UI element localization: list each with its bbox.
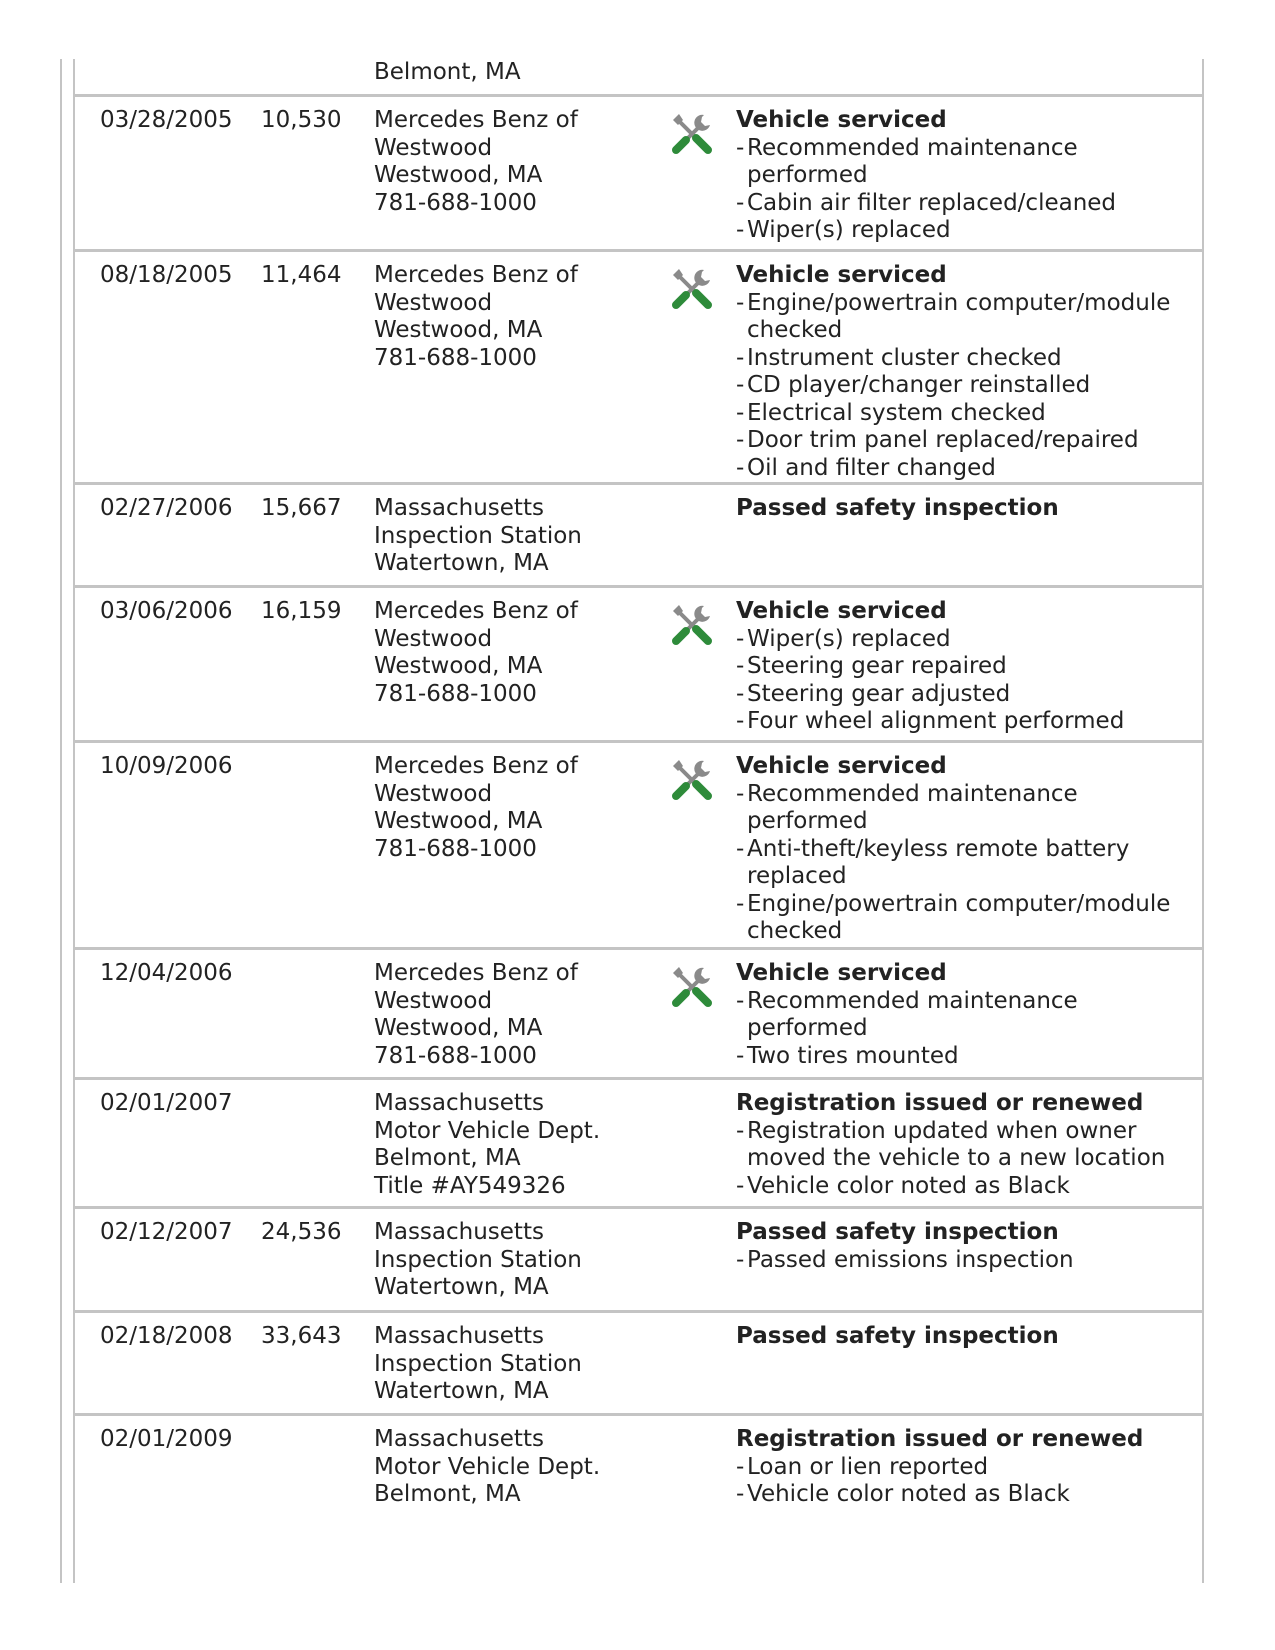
- source-line: Watertown, MA: [374, 1378, 549, 1404]
- source-line: 781-688-1000: [374, 835, 537, 862]
- history-record-row: [75, 743, 1202, 950]
- record-date: 02/01/2007: [100, 1090, 233, 1116]
- detail-item-line: moved the vehicle to a new location: [747, 1145, 1166, 1171]
- source-line: Mercedes Benz of: [374, 753, 578, 779]
- source-line: Westwood, MA: [374, 317, 543, 343]
- detail-item-line: - Vehicle color noted as Black: [747, 1481, 1070, 1507]
- detail-item-line: - Electrical system checked: [747, 399, 1046, 426]
- detail-item-line: - Instrument cluster checked: [747, 344, 1062, 371]
- detail-item-line: - Oil and filter changed: [747, 454, 996, 481]
- record-date: 02/12/2007: [100, 1219, 233, 1245]
- detail-item-line: performed: [747, 1015, 868, 1041]
- detail-item-line: - Loan or lien reported: [747, 1453, 989, 1480]
- detail-item-line: - CD player/changer reinstalled: [747, 372, 1091, 398]
- table-border-right: [1202, 59, 1204, 1583]
- record-detail-item: [736, 290, 1170, 345]
- detail-item-line: checked: [747, 317, 843, 343]
- record-event-title: Passed safety inspection: [736, 1323, 1059, 1349]
- record-detail-item: [736, 781, 1170, 836]
- source-line: Watertown, MA: [374, 1274, 549, 1300]
- record-detail-item: [736, 400, 1170, 428]
- source-line: Belmont, MA: [374, 1145, 521, 1171]
- record-detail-item: [736, 626, 1124, 654]
- source-line: Westwood, MA: [374, 1015, 543, 1041]
- record-details: [736, 1426, 1143, 1509]
- record-event-title: Passed safety inspection: [736, 1219, 1059, 1245]
- source-line: Massachusetts: [374, 1090, 544, 1116]
- detail-item-line: - Wiper(s) replaced: [747, 217, 951, 243]
- source-line: Inspection Station: [374, 522, 582, 549]
- record-details: [736, 960, 1078, 1070]
- detail-item-line: - Recommended maintenance: [747, 987, 1078, 1014]
- source-line: Mercedes Benz of: [374, 598, 578, 624]
- detail-item-line: - Steering gear repaired: [747, 653, 1007, 679]
- detail-item-line: - Wiper(s) replaced: [747, 625, 951, 652]
- record-details: [736, 107, 1116, 245]
- wrench-screwdriver-icon: [670, 758, 714, 800]
- source-line: 781-688-1000: [374, 680, 537, 707]
- source-line: Belmont, MA: [374, 59, 521, 85]
- record-event-title: Registration issued or renewed: [736, 1090, 1144, 1116]
- history-record-row: [75, 59, 1202, 97]
- record-date: 03/28/2005: [100, 107, 233, 133]
- record-source: [374, 262, 578, 372]
- record-detail-item: [736, 653, 1124, 681]
- detail-item-line: performed: [747, 162, 868, 188]
- record-detail-item: [736, 427, 1170, 455]
- page-border-left: [60, 59, 62, 1583]
- source-line: 781-688-1000: [374, 189, 537, 216]
- detail-item-line: checked: [747, 918, 843, 944]
- history-record-row: [75, 1080, 1202, 1209]
- record-event-title: Vehicle serviced: [736, 598, 947, 624]
- record-date: 02/01/2009: [100, 1426, 233, 1452]
- history-record-row: [75, 485, 1202, 588]
- history-record-row: [75, 97, 1202, 252]
- source-line: Westwood: [374, 289, 493, 316]
- source-line: Massachusetts: [374, 1323, 544, 1349]
- detail-item-line: - Two tires mounted: [747, 1042, 959, 1069]
- record-detail-item: [736, 1454, 1143, 1482]
- history-record-row: [75, 1313, 1202, 1416]
- detail-item-line: - Cabin air filter replaced/cleaned: [747, 189, 1117, 216]
- detail-item-line: performed: [747, 808, 868, 834]
- record-odometer: 16,159: [261, 598, 342, 624]
- record-date: 08/18/2005: [100, 262, 233, 288]
- detail-item-line: replaced: [747, 863, 847, 889]
- record-date: 02/27/2006: [100, 495, 233, 521]
- record-date: 03/06/2006: [100, 598, 233, 624]
- detail-item-line: - Vehicle color noted as Black: [747, 1172, 1070, 1199]
- record-details: [736, 1219, 1074, 1274]
- record-detail-item: [736, 1481, 1143, 1509]
- source-line: Motor Vehicle Dept.: [374, 1453, 601, 1480]
- source-line: 781-688-1000: [374, 344, 537, 371]
- source-line: Westwood, MA: [374, 808, 543, 834]
- record-details: [736, 598, 1124, 736]
- detail-item-line: - Anti-theft/keyless remote battery: [747, 835, 1130, 862]
- history-table: [75, 59, 1202, 1516]
- record-detail-item: [736, 217, 1116, 245]
- record-details: [736, 495, 1059, 523]
- record-detail-item: [736, 891, 1170, 946]
- record-detail-item: [736, 372, 1170, 400]
- detail-item-line: - Engine/powertrain computer/module: [747, 289, 1171, 316]
- record-details: [736, 1323, 1059, 1351]
- source-line: Westwood: [374, 780, 493, 807]
- record-detail-item: [736, 988, 1078, 1043]
- source-line: Mercedes Benz of: [374, 960, 578, 986]
- history-record-row: [75, 1209, 1202, 1313]
- detail-item-line: - Steering gear adjusted: [747, 680, 1011, 707]
- record-source: [374, 1219, 582, 1302]
- record-odometer: 15,667: [261, 495, 342, 521]
- history-record-row: [75, 950, 1202, 1080]
- source-line: Title #AY549326: [374, 1172, 566, 1199]
- source-line: Inspection Station: [374, 1246, 582, 1273]
- record-detail-item: [736, 345, 1170, 373]
- record-date: 02/18/2008: [100, 1323, 233, 1349]
- source-line: Massachusetts: [374, 495, 544, 521]
- source-line: Inspection Station: [374, 1350, 582, 1377]
- record-event-title: Registration issued or renewed: [736, 1426, 1144, 1452]
- history-record-row: [75, 588, 1202, 743]
- record-date: 10/09/2006: [100, 753, 233, 779]
- detail-item-line: - Recommended maintenance: [747, 780, 1078, 807]
- record-source: [374, 107, 578, 217]
- source-line: Motor Vehicle Dept.: [374, 1117, 601, 1144]
- source-line: Westwood: [374, 625, 493, 652]
- record-source: [374, 1426, 600, 1509]
- detail-item-line: - Four wheel alignment performed: [747, 708, 1125, 734]
- record-event-title: Vehicle serviced: [736, 960, 947, 986]
- detail-item-line: - Registration updated when owner: [747, 1117, 1137, 1144]
- source-line: Massachusetts: [374, 1426, 544, 1452]
- record-detail-item: [736, 1173, 1165, 1201]
- record-detail-item: [736, 1247, 1074, 1275]
- record-event-title: Vehicle serviced: [736, 107, 947, 133]
- wrench-screwdriver-icon: [670, 112, 714, 154]
- source-line: 781-688-1000: [374, 1042, 537, 1069]
- record-event-title: Vehicle serviced: [736, 262, 947, 288]
- record-detail-item: [736, 190, 1116, 218]
- record-source: [374, 1090, 600, 1200]
- detail-item-line: - Passed emissions inspection: [747, 1246, 1074, 1273]
- record-source: [374, 1323, 582, 1406]
- history-record-row: [75, 1416, 1202, 1516]
- history-record-row: [75, 252, 1202, 485]
- source-line: Massachusetts: [374, 1219, 544, 1245]
- source-line: Mercedes Benz of: [374, 262, 578, 288]
- source-line: Watertown, MA: [374, 550, 549, 576]
- source-line: Mercedes Benz of: [374, 107, 578, 133]
- record-detail-item: [736, 135, 1116, 190]
- source-line: Westwood, MA: [374, 653, 543, 679]
- record-source: [374, 495, 582, 578]
- detail-item-line: - Recommended maintenance: [747, 134, 1078, 161]
- record-detail-item: [736, 681, 1124, 709]
- source-line: Westwood: [374, 134, 493, 161]
- record-date: 12/04/2006: [100, 960, 233, 986]
- record-detail-item: [736, 455, 1170, 483]
- source-line: Westwood, MA: [374, 162, 543, 188]
- record-event-title: Passed safety inspection: [736, 495, 1059, 521]
- record-source: [374, 59, 521, 87]
- detail-item-line: - Door trim panel replaced/repaired: [747, 427, 1139, 453]
- record-details: [736, 1090, 1165, 1200]
- record-detail-item: [736, 836, 1170, 891]
- source-line: Belmont, MA: [374, 1481, 521, 1507]
- record-detail-item: [736, 1043, 1078, 1071]
- record-odometer: 11,464: [261, 262, 342, 288]
- record-source: [374, 753, 578, 863]
- record-detail-item: [736, 708, 1124, 736]
- record-details: [736, 753, 1170, 946]
- wrench-screwdriver-icon: [670, 603, 714, 645]
- wrench-screwdriver-icon: [670, 965, 714, 1007]
- record-odometer: 10,530: [261, 107, 342, 133]
- source-line: Westwood: [374, 987, 493, 1014]
- record-source: [374, 960, 578, 1070]
- record-details: [736, 262, 1170, 482]
- record-odometer: 33,643: [261, 1323, 342, 1349]
- record-source: [374, 598, 578, 708]
- record-detail-item: [736, 1118, 1165, 1173]
- wrench-screwdriver-icon: [670, 267, 714, 309]
- record-event-title: Vehicle serviced: [736, 753, 947, 779]
- detail-item-line: - Engine/powertrain computer/module: [747, 890, 1171, 917]
- record-odometer: 24,536: [261, 1219, 342, 1245]
